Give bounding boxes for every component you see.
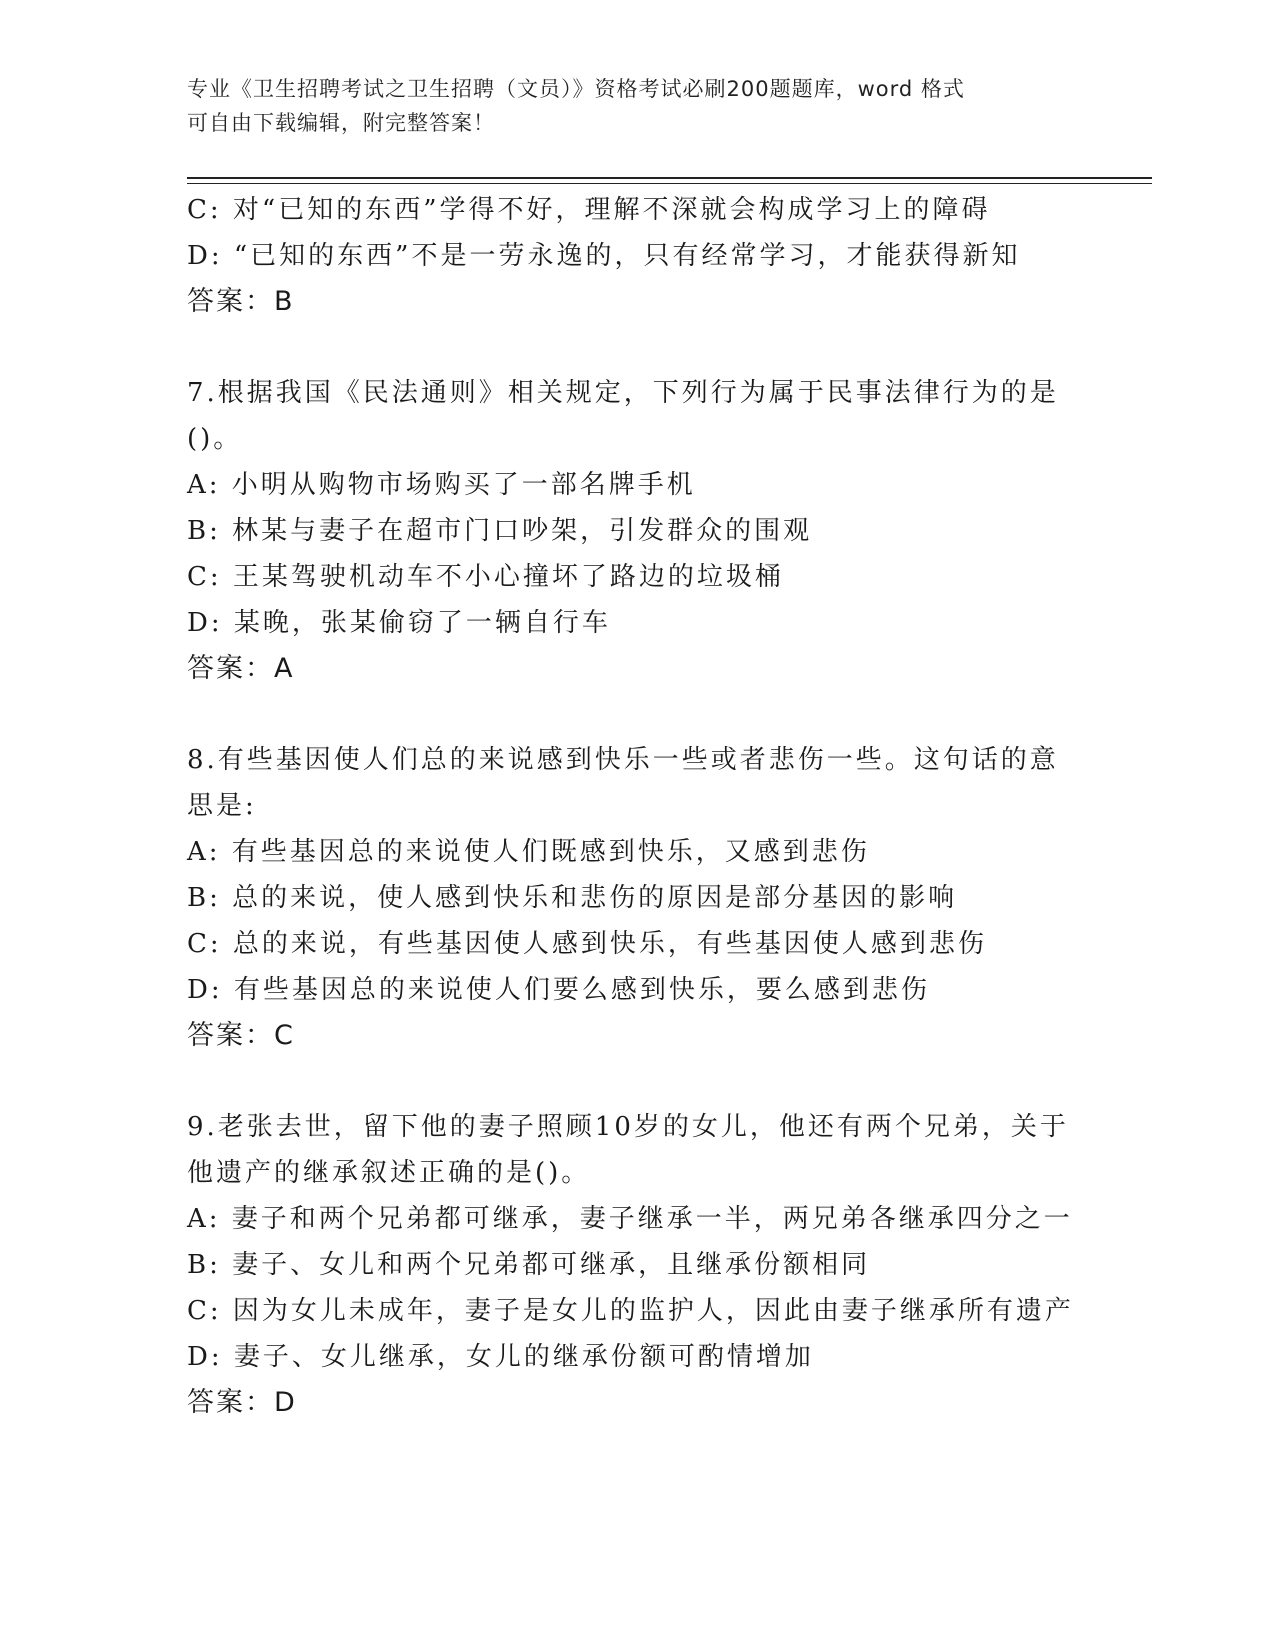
option-d: D: 妻子、女儿继承，女儿的继承份额可酌情增加 [187, 1342, 814, 1372]
header-line-1: 专业《卫生招聘考试之卫生招聘（文员）》资格考试必刷200题题库，word 格式 [187, 77, 965, 101]
option-b: B: 总的来说，使人感到快乐和悲伤的原因是部分基因的影响 [187, 883, 958, 913]
option-c: C: 对“已知的东西”学得不好，理解不深就会构成学习上的障碍 [187, 195, 991, 225]
option-b: B: 妻子、女儿和两个兄弟都可继承，且继承份额相同 [187, 1250, 871, 1280]
answer-label: 答案：B [187, 286, 295, 317]
option-d: D: “已知的东西”不是一劳永逸的，只有经常学习，才能获得新知 [187, 241, 1021, 271]
option-d: D: 有些基因总的来说使人们要么感到快乐，要么感到悲伤 [187, 975, 930, 1005]
question-list [187, 187, 1117, 1426]
option-c: C: 因为女儿未成年，妻子是女儿的监护人，因此由妻子继承所有遗产 [187, 1296, 1074, 1326]
answer-label: 答案：A [187, 653, 295, 684]
question-block-6 [187, 187, 1117, 325]
option-a: A: 小明从购物市场购买了一部名牌手机 [187, 470, 696, 500]
question-block-7 [187, 370, 1117, 692]
question-stem-line-2: 他遗产的继承叙述正确的是()。 [187, 1158, 591, 1188]
option-a: A: 有些基因总的来说使人们既感到快乐，又感到悲伤 [187, 837, 870, 867]
option-c: C: 总的来说，有些基因使人感到快乐，有些基因使人感到悲伤 [187, 929, 987, 959]
question-block-9 [187, 1104, 1117, 1426]
header-rule-thick [187, 177, 1152, 179]
question-stem-line-1: 7.根据我国《民法通则》相关规定，下列行为属于民事法律行为的是 [187, 378, 1059, 408]
document-header [187, 72, 1067, 140]
answer-label: 答案：C [187, 1020, 295, 1051]
option-b: B: 林某与妻子在超市门口吵架，引发群众的围观 [187, 516, 813, 546]
option-d: D: 某晚，张某偷窃了一辆自行车 [187, 608, 611, 638]
header-rule-thin [187, 183, 1152, 184]
answer-label: 答案：D [187, 1387, 297, 1418]
question-block-8 [187, 737, 1117, 1059]
question-stem-line-1: 9.老张去世，留下他的妻子照顾10岁的女儿，他还有两个兄弟，关于 [187, 1112, 1069, 1142]
question-stem-line-1: 8.有些基因使人们总的来说感到快乐一些或者悲伤一些。这句话的意 [187, 745, 1059, 775]
question-stem-line-2: ()。 [187, 424, 243, 454]
option-c: C: 王某驾驶机动车不小心撞坏了路边的垃圾桶 [187, 562, 784, 592]
option-a: A: 妻子和两个兄弟都可继承，妻子继承一半，两兄弟各继承四分之一 [187, 1204, 1073, 1234]
question-stem-line-2: 思是: [187, 791, 257, 821]
header-line-2: 可自由下载编辑，附完整答案！ [187, 111, 495, 135]
